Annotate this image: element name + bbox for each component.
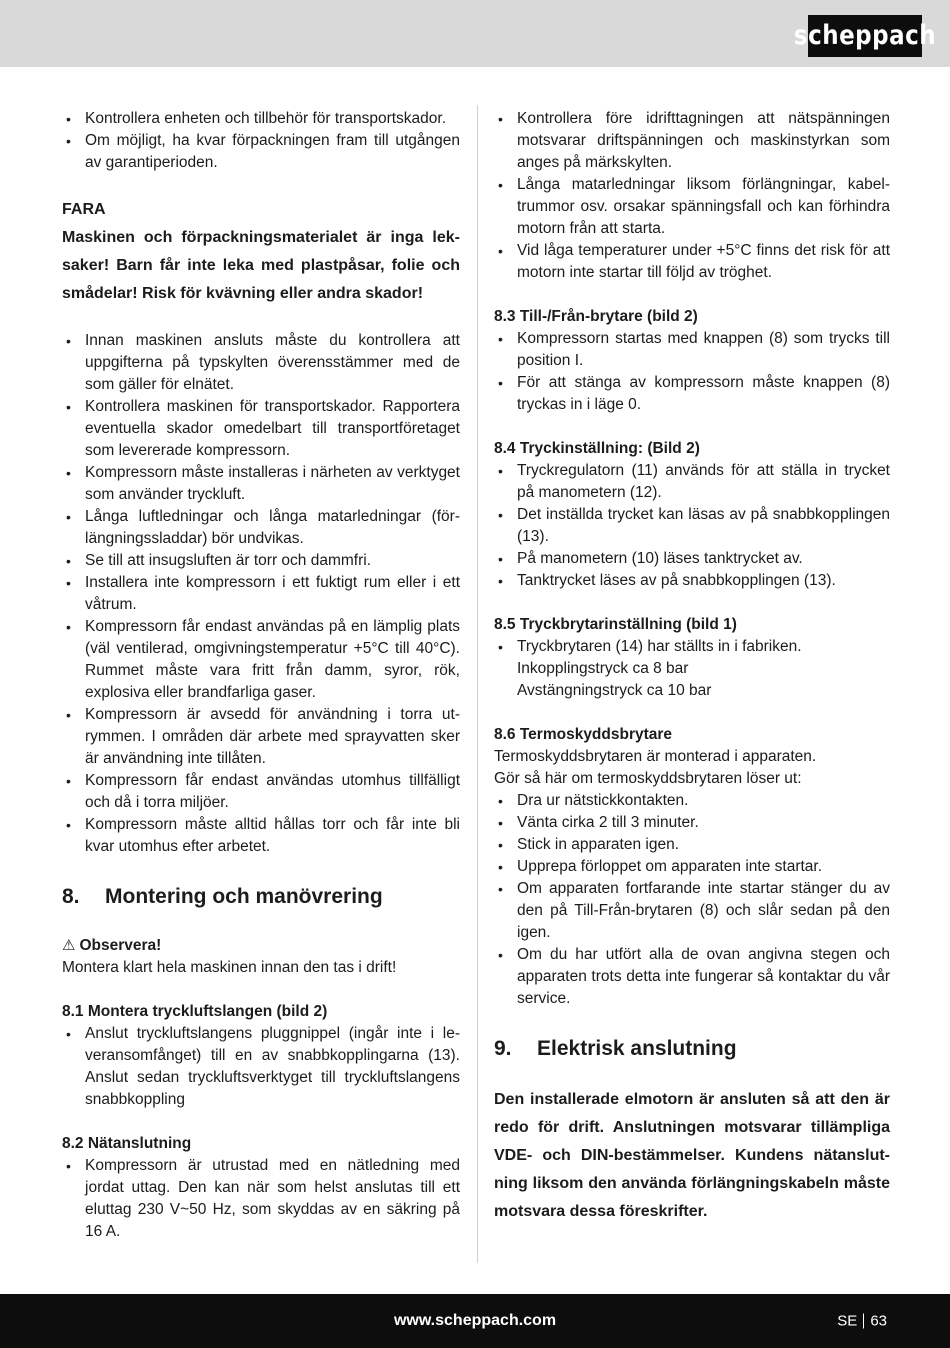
list-item: • Se till att insugsluften är torr och dammfri.	[62, 550, 460, 572]
list-item: • Upprepa förloppet om apparaten inte startar.	[494, 856, 890, 878]
list-item: • För att stänga av kompressorn måste knappen (8) tryckas in i läge 0.	[494, 372, 890, 416]
section-9-number: 9.	[494, 1037, 512, 1060]
list-item: • Om möjligt, ha kvar förpackningen fram till utgången av garantiperioden.	[62, 130, 460, 174]
section-8-3-list	[494, 328, 890, 416]
section-8-4	[494, 438, 890, 592]
section-8-5-list	[494, 636, 890, 658]
list-item: • Kompressorn är avsedd för användning i torra utrymmen. I områden där arbete med sprayvatten sker är användning inte tillåten.	[62, 704, 460, 770]
list-item: • Långa matarledningar liksom förlängningar, kabeltrummor osv. orsakar spänningsfall och kan förhindra motorn från att starta.	[494, 174, 890, 240]
pressure-spec-line: Avstängningstryck ca 10 bar	[517, 682, 712, 699]
list-item: • Vänta cirka 2 till 3 minuter.	[494, 812, 890, 834]
pressure-spec-line: Inkopplingstryck ca 8 bar	[517, 660, 689, 677]
separator-bar	[863, 1314, 864, 1329]
page-header	[0, 0, 950, 67]
list-item: • Anslut tryckluftslangens pluggnippel (ingår inte i leveransomfånget) till en av snabbkopplingarna (13). Anslut sedan tryckluftsverktyget till tryckluftslangens snabbkoppling	[62, 1023, 460, 1111]
scheppach-logo	[793, 15, 937, 57]
section-8-5-title: 8.5 Tryckbrytarinställning (bild 1)	[494, 616, 737, 633]
fara-text: Maskinen och förpackningsmaterialet är inga leksaker! Barn får inte leka med plastpåsar, folie och smådelar! Risk för kvävning eller andra skador!	[62, 229, 460, 302]
fara-title: FARA	[62, 201, 106, 218]
right-column	[494, 108, 890, 1226]
section-8-2-title: 8.2 Nätanslutning	[62, 1135, 192, 1152]
list-item: • Kompressorn startas med knappen (8) som trycks till position I.	[494, 328, 890, 372]
list-item: • Kontrollera maskinen för transportskador. Rapportera eventuella skador omedelbart till transportföretaget som levererade kompressorn.	[62, 396, 460, 462]
warning-triangle-icon: ⚠	[62, 936, 76, 954]
transport-check-list	[62, 108, 460, 174]
section-8-4-list	[494, 460, 890, 592]
page-number: 63	[870, 1312, 887, 1330]
electrical-connection-text: Den installerade elmotorn är ansluten så att den är redo för drift. Anslutningen motsvarar tillämpliga VDE- och DIN-bestämmelser. Kundens nätanslutning liksom den använda förlängningskabeln måste motsvara dessa föreskrifter.	[494, 1091, 890, 1220]
section-8-1-list	[62, 1023, 460, 1111]
list-item: • Kontrollera före idrifttagningen att nätspänningen motsvarar driftspänningen och maskinstyrkan som anges på märkskylten.	[494, 108, 890, 174]
pressure-spec-lines	[494, 658, 890, 702]
section-8-2	[62, 1133, 460, 1243]
section-8-heading	[62, 884, 460, 910]
intro-line: Termoskyddsbrytaren är monterad i apparaten.	[494, 748, 817, 765]
section-8-6-intro	[494, 746, 890, 790]
list-item: • Dra ur nätstickkontakten.	[494, 790, 890, 812]
power-check-list	[494, 108, 890, 284]
page-footer	[0, 1294, 950, 1348]
list-item: • Kompressorn får endast användas utomhus tillfälligt och då i torra miljöer.	[62, 770, 460, 814]
section-8-4-title: 8.4 Tryckinställning: (Bild 2)	[494, 440, 700, 457]
list-item: • Långa luftledningar och långa matarledningar (förlängningssladdar) bör undvikas.	[62, 506, 460, 550]
list-item: • Tanktrycket läses av på snabbkopplingen (13).	[494, 570, 890, 592]
list-item: • Kontrollera enheten och tillbehör för transportskador.	[62, 108, 460, 130]
section-8-6-list	[494, 790, 890, 1010]
section-9-heading	[494, 1036, 890, 1062]
page-indicator	[837, 1313, 887, 1330]
logo-text: scheppach	[793, 21, 937, 51]
list-item: • Vid låga temperaturer under +5°C finns det risk för att motorn inte startar till följd av tröghet.	[494, 240, 890, 284]
observe-text: Montera klart hela maskinen innan den tas i drift!	[62, 959, 397, 976]
website-link[interactable]: www.scheppach.com	[393, 1312, 557, 1329]
section-8-6-title: 8.6 Termoskyddsbrytare	[494, 726, 673, 743]
list-item: • Kompressorn måste alltid hållas torr och får inte bli kvar utomhus efter arbetet.	[62, 814, 460, 858]
section-8-number: 8.	[62, 885, 80, 908]
left-column	[62, 108, 460, 1243]
observe-title: Observera!	[79, 937, 162, 954]
section-8-3-title: 8.3 Till-/Från-brytare (bild 2)	[494, 308, 698, 325]
list-item: • Tryckbrytaren (14) har ställts in i fabriken.	[494, 636, 890, 658]
observe-note	[62, 934, 460, 979]
list-item: • Tryckregulatorn (11) används för att ställa in trycket på manometern (12).	[494, 460, 890, 504]
list-item: • Kompressorn får endast användas på en lämplig plats (väl ventilerad, omgivningstemperatur +5°C till 40°C). Rummet måste vara fritt från damm, syror, rök, explosiva eller brandfarliga gaser.	[62, 616, 460, 704]
fara-warning-block	[62, 196, 460, 308]
locale-code: SE	[837, 1312, 858, 1330]
safety-instructions-list	[62, 330, 460, 858]
list-item: • Om du har utfört alla de ovan angivna stegen och apparaten trots detta inte fungerar så kontaktar du vår service.	[494, 944, 890, 1010]
section-8-title: Montering och manövrering	[105, 885, 383, 908]
list-item: • Kompressorn måste installeras i närheten av verktyget som använder tryckluft.	[62, 462, 460, 506]
list-item: • Om apparaten fortfarande inte startar stänger du av den på Till-Från-brytaren (8) och slår sedan på den igen.	[494, 878, 890, 944]
column-divider	[477, 105, 478, 1263]
list-item: • På manometern (10) läses tanktrycket av.	[494, 548, 890, 570]
list-item: • Installera inte kompressorn i ett fuktigt rum eller i ett våtrum.	[62, 572, 460, 616]
section-8-2-list	[62, 1155, 460, 1243]
section-9-title: Elektrisk anslutning	[537, 1037, 737, 1060]
section-8-5	[494, 614, 890, 702]
list-item: • Innan maskinen ansluts måste du kontrollera att uppgifterna på typskylten överensstämmer med de som gäller för elnätet.	[62, 330, 460, 396]
section-8-3	[494, 306, 890, 416]
list-item: • Kompressorn är utrustad med en nätledning med jordat uttag. Den kan när som helst anslutas till ett eluttag 230 V~50 Hz, som skyddas av en säkring på 16 A.	[62, 1155, 460, 1243]
list-item: • Stick in apparaten igen.	[494, 834, 890, 856]
section-8-6	[494, 724, 890, 1010]
intro-line: Gör så här om termoskyddsbrytaren löser ut:	[494, 770, 802, 787]
section-8-1-title: 8.1 Montera tryckluftslangen (bild 2)	[62, 1003, 328, 1020]
list-item: • Det inställda trycket kan läsas av på snabbkopplingen (13).	[494, 504, 890, 548]
observe-heading	[62, 934, 460, 957]
section-8-1	[62, 1001, 460, 1111]
